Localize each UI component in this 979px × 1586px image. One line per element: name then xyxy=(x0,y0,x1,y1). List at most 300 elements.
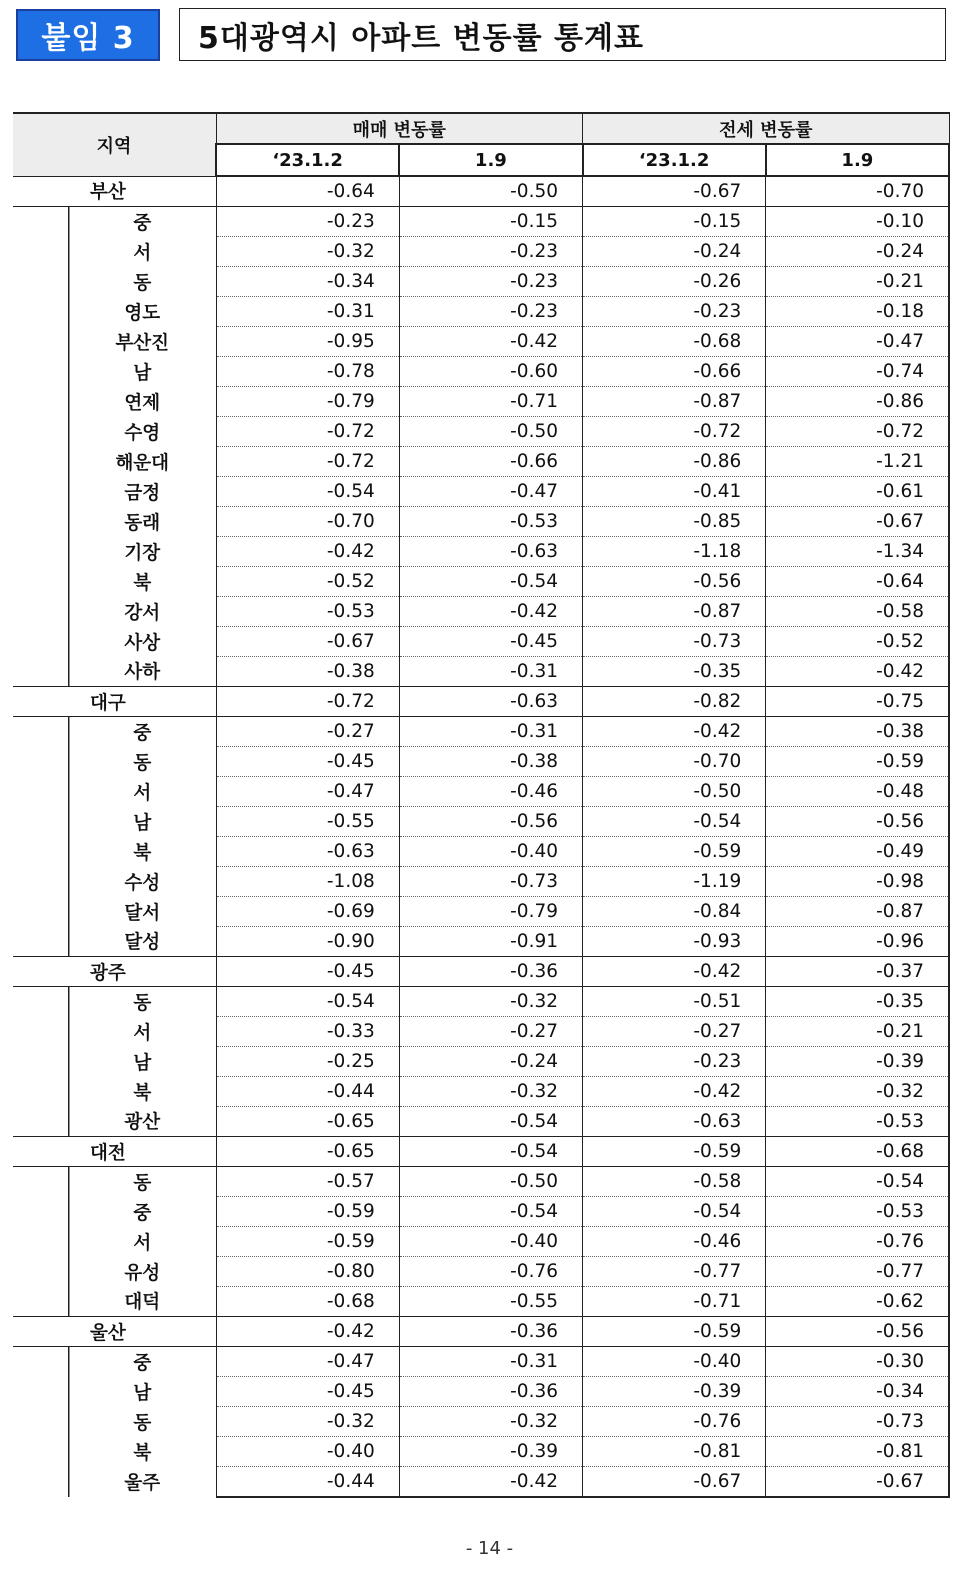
region-label: 대덕 xyxy=(124,1292,161,1314)
region-cell xyxy=(13,447,216,477)
value-cell: -0.50 xyxy=(399,1167,582,1197)
value-cell: -0.77 xyxy=(583,1257,766,1287)
region-cell xyxy=(13,1017,216,1047)
region-cell xyxy=(13,387,216,417)
region-label: 동 xyxy=(133,1172,152,1194)
value-cell: -0.60 xyxy=(399,357,582,387)
district-row xyxy=(13,1467,949,1498)
region-label: 중 xyxy=(133,722,152,744)
district-row xyxy=(13,627,949,657)
value-cell: -0.50 xyxy=(399,176,582,207)
value-cell: -0.79 xyxy=(399,897,582,927)
region-label: 광주 xyxy=(90,962,126,984)
value-cell: -0.42 xyxy=(399,327,582,357)
region-label: 부산진 xyxy=(115,332,170,354)
value-cell: -0.39 xyxy=(766,1047,949,1077)
value-cell: -0.52 xyxy=(216,567,399,597)
region-cell xyxy=(13,176,216,207)
district-row xyxy=(13,297,949,327)
value-cell: -0.32 xyxy=(399,1077,582,1107)
value-cell: -0.63 xyxy=(399,687,582,717)
region-label: 달서 xyxy=(124,902,161,924)
value-cell: -0.41 xyxy=(583,477,766,507)
city-row xyxy=(13,1137,949,1167)
value-cell: -0.53 xyxy=(766,1107,949,1137)
value-cell: -0.90 xyxy=(216,927,399,957)
value-cell: -0.65 xyxy=(216,1107,399,1137)
value-cell: -0.40 xyxy=(399,1227,582,1257)
region-cell xyxy=(13,507,216,537)
region-label: 사상 xyxy=(124,632,161,654)
region-cell xyxy=(13,327,216,357)
district-row xyxy=(13,477,949,507)
district-row xyxy=(13,567,949,597)
value-cell: -0.95 xyxy=(216,327,399,357)
value-cell: -0.71 xyxy=(399,387,582,417)
value-cell: -0.35 xyxy=(583,657,766,687)
value-cell: -0.21 xyxy=(766,1017,949,1047)
value-cell: -0.55 xyxy=(399,1287,582,1317)
value-cell: -0.77 xyxy=(766,1257,949,1287)
value-cell: -0.31 xyxy=(216,297,399,327)
city-row xyxy=(13,1317,949,1347)
region-cell xyxy=(13,1407,216,1437)
region-cell xyxy=(13,1287,216,1317)
value-cell: -0.50 xyxy=(399,417,582,447)
value-cell: -0.36 xyxy=(399,1317,582,1347)
value-cell: -0.45 xyxy=(216,1377,399,1407)
region-cell xyxy=(13,537,216,567)
value-cell: -0.54 xyxy=(766,1167,949,1197)
value-cell: -0.42 xyxy=(583,957,766,987)
value-cell: -0.61 xyxy=(766,477,949,507)
value-cell: -0.75 xyxy=(766,687,949,717)
value-cell: -0.27 xyxy=(583,1017,766,1047)
district-row xyxy=(13,387,949,417)
value-cell: -0.58 xyxy=(766,597,949,627)
value-cell: -0.67 xyxy=(216,627,399,657)
value-cell: -0.67 xyxy=(766,1467,949,1498)
value-cell: -0.70 xyxy=(583,747,766,777)
value-cell: -0.31 xyxy=(399,717,582,747)
region-cell xyxy=(13,1467,216,1498)
region-label: 강서 xyxy=(124,602,161,624)
city-row xyxy=(13,957,949,987)
value-cell: -0.59 xyxy=(766,747,949,777)
value-cell: -0.27 xyxy=(216,717,399,747)
value-cell: -0.82 xyxy=(583,687,766,717)
district-row xyxy=(13,987,949,1017)
value-cell: -0.44 xyxy=(216,1467,399,1498)
value-cell: -0.64 xyxy=(216,176,399,207)
value-cell: -0.96 xyxy=(766,927,949,957)
value-cell: -0.47 xyxy=(766,327,949,357)
region-cell xyxy=(13,1377,216,1407)
value-cell: -0.18 xyxy=(766,297,949,327)
region-cell xyxy=(13,1437,216,1467)
region-cell xyxy=(13,717,216,747)
value-cell: -0.10 xyxy=(766,207,949,237)
jeonse-change-header: 전세 변동률 xyxy=(583,113,950,144)
value-cell: -0.86 xyxy=(766,387,949,417)
value-cell: -0.70 xyxy=(766,176,949,207)
value-cell: -0.68 xyxy=(583,327,766,357)
region-label: 동래 xyxy=(124,512,161,534)
region-cell xyxy=(13,207,216,237)
value-cell: -0.38 xyxy=(766,717,949,747)
value-cell: -0.36 xyxy=(399,1377,582,1407)
district-row xyxy=(13,1257,949,1287)
region-label: 북 xyxy=(133,572,152,594)
region-cell xyxy=(13,837,216,867)
region-label: 서 xyxy=(133,1022,152,1044)
value-cell: -0.78 xyxy=(216,357,399,387)
region-label: 동 xyxy=(133,992,152,1014)
value-cell: -0.68 xyxy=(216,1287,399,1317)
value-cell: -0.56 xyxy=(766,807,949,837)
value-cell: -0.54 xyxy=(399,1107,582,1137)
value-cell: -0.40 xyxy=(583,1347,766,1377)
value-cell: -0.51 xyxy=(583,987,766,1017)
region-cell xyxy=(13,687,216,717)
region-label: 남 xyxy=(133,1052,152,1074)
region-cell xyxy=(13,417,216,447)
value-cell: -0.72 xyxy=(216,447,399,477)
value-cell: -0.34 xyxy=(216,267,399,297)
value-cell: -0.37 xyxy=(766,957,949,987)
attachment-badge: 붙임 3 xyxy=(16,9,160,61)
value-cell: -0.71 xyxy=(583,1287,766,1317)
value-cell: -0.73 xyxy=(399,867,582,897)
value-cell: -0.30 xyxy=(766,1347,949,1377)
value-cell: -0.54 xyxy=(399,1137,582,1167)
value-cell: -0.74 xyxy=(766,357,949,387)
region-cell xyxy=(13,747,216,777)
value-cell: -0.47 xyxy=(399,477,582,507)
value-cell: -0.93 xyxy=(583,927,766,957)
region-label: 울산 xyxy=(90,1322,126,1344)
document-title: 5대광역시 아파트 변동률 통계표 xyxy=(179,8,946,61)
region-label: 북 xyxy=(133,842,152,864)
value-cell: -0.49 xyxy=(766,837,949,867)
region-label: 연제 xyxy=(124,392,161,414)
value-cell: -0.45 xyxy=(216,957,399,987)
district-row xyxy=(13,267,949,297)
district-row xyxy=(13,867,949,897)
sale-change-header: 매매 변동률 xyxy=(216,113,583,144)
value-cell: -0.64 xyxy=(766,567,949,597)
value-cell: -0.23 xyxy=(399,297,582,327)
region-cell xyxy=(13,627,216,657)
region-cell xyxy=(13,807,216,837)
region-cell xyxy=(13,1197,216,1227)
jeonse-date-header-2: 1.9 xyxy=(766,144,949,176)
value-cell: -0.67 xyxy=(766,507,949,537)
value-cell: -1.08 xyxy=(216,867,399,897)
value-cell: -0.24 xyxy=(766,237,949,267)
value-cell: -1.18 xyxy=(583,537,766,567)
region-label: 수성 xyxy=(124,872,161,894)
region-label: 중 xyxy=(133,1352,152,1374)
region-label: 서 xyxy=(133,782,152,804)
region-label: 대전 xyxy=(90,1142,126,1164)
district-row xyxy=(13,1047,949,1077)
city-row xyxy=(13,687,949,717)
value-cell: -0.38 xyxy=(399,747,582,777)
value-cell: -0.62 xyxy=(766,1287,949,1317)
district-row xyxy=(13,537,949,567)
value-cell: -0.72 xyxy=(216,417,399,447)
region-cell xyxy=(13,867,216,897)
region-label: 동 xyxy=(133,1412,152,1434)
district-row xyxy=(13,1167,949,1197)
value-cell: -0.67 xyxy=(583,1467,766,1498)
value-cell: -0.47 xyxy=(216,1347,399,1377)
region-cell xyxy=(13,597,216,627)
district-row xyxy=(13,507,949,537)
district-row xyxy=(13,777,949,807)
value-cell: -0.73 xyxy=(583,627,766,657)
value-cell: -0.32 xyxy=(399,1407,582,1437)
value-cell: -0.63 xyxy=(583,1107,766,1137)
region-cell xyxy=(13,1347,216,1377)
district-row xyxy=(13,1347,949,1377)
region-cell xyxy=(13,1137,216,1167)
region-cell xyxy=(13,957,216,987)
region-label: 수영 xyxy=(124,422,161,444)
value-cell: -0.68 xyxy=(766,1137,949,1167)
value-cell: -0.53 xyxy=(216,597,399,627)
region-label: 영도 xyxy=(124,302,161,324)
city-row xyxy=(13,176,949,207)
region-cell xyxy=(13,1317,216,1347)
value-cell: -0.72 xyxy=(766,417,949,447)
value-cell: -0.38 xyxy=(216,657,399,687)
value-cell: -0.21 xyxy=(766,267,949,297)
region-label: 서 xyxy=(133,242,152,264)
region-label: 남 xyxy=(133,812,152,834)
district-row xyxy=(13,1377,949,1407)
region-label: 중 xyxy=(133,212,152,234)
value-cell: -0.15 xyxy=(399,207,582,237)
region-cell xyxy=(13,1227,216,1257)
value-cell: -0.42 xyxy=(399,1467,582,1498)
value-cell: -0.55 xyxy=(216,807,399,837)
district-row xyxy=(13,1107,949,1137)
value-cell: -0.84 xyxy=(583,897,766,927)
value-cell: -0.42 xyxy=(216,1317,399,1347)
district-row xyxy=(13,807,949,837)
value-cell: -0.32 xyxy=(399,987,582,1017)
value-cell: -0.46 xyxy=(399,777,582,807)
value-cell: -0.65 xyxy=(216,1137,399,1167)
value-cell: -1.21 xyxy=(766,447,949,477)
value-cell: -0.59 xyxy=(216,1197,399,1227)
value-cell: -0.53 xyxy=(399,507,582,537)
region-cell xyxy=(13,1257,216,1287)
value-cell: -0.23 xyxy=(399,267,582,297)
value-cell: -0.47 xyxy=(216,777,399,807)
value-cell: -0.56 xyxy=(399,807,582,837)
value-cell: -1.34 xyxy=(766,537,949,567)
region-label: 광산 xyxy=(124,1112,161,1134)
region-label: 동 xyxy=(133,752,152,774)
region-cell xyxy=(13,297,216,327)
region-label: 부산 xyxy=(90,182,126,204)
district-row xyxy=(13,597,949,627)
district-row xyxy=(13,897,949,927)
region-label: 울주 xyxy=(124,1472,161,1494)
district-row xyxy=(13,1407,949,1437)
value-cell: -0.33 xyxy=(216,1017,399,1047)
value-cell: -0.72 xyxy=(216,687,399,717)
district-row xyxy=(13,717,949,747)
value-cell: -0.25 xyxy=(216,1047,399,1077)
region-label: 유성 xyxy=(124,1262,161,1284)
region-label: 북 xyxy=(133,1442,152,1464)
district-row xyxy=(13,357,949,387)
value-cell: -0.86 xyxy=(583,447,766,477)
district-row xyxy=(13,237,949,267)
district-row xyxy=(13,447,949,477)
region-label: 동 xyxy=(133,272,152,294)
value-cell: -0.54 xyxy=(583,807,766,837)
sale-date-header-2: 1.9 xyxy=(399,144,582,176)
district-row xyxy=(13,657,949,687)
district-row xyxy=(13,837,949,867)
value-cell: -1.19 xyxy=(583,867,766,897)
region-label: 남 xyxy=(133,1382,152,1404)
district-row xyxy=(13,1197,949,1227)
value-cell: -0.63 xyxy=(399,537,582,567)
value-cell: -0.59 xyxy=(583,837,766,867)
value-cell: -0.46 xyxy=(583,1227,766,1257)
value-cell: -0.59 xyxy=(583,1317,766,1347)
value-cell: -0.23 xyxy=(399,237,582,267)
table-body xyxy=(13,176,949,1497)
value-cell: -0.54 xyxy=(216,987,399,1017)
value-cell: -0.24 xyxy=(583,237,766,267)
value-cell: -0.76 xyxy=(399,1257,582,1287)
value-cell: -0.54 xyxy=(399,567,582,597)
value-cell: -0.87 xyxy=(583,597,766,627)
value-cell: -0.42 xyxy=(583,717,766,747)
value-cell: -0.66 xyxy=(399,447,582,477)
value-cell: -0.66 xyxy=(583,357,766,387)
region-label: 해운대 xyxy=(115,452,170,474)
value-cell: -0.63 xyxy=(216,837,399,867)
district-row xyxy=(13,1227,949,1257)
value-cell: -0.70 xyxy=(216,507,399,537)
region-label: 서 xyxy=(133,1232,152,1254)
value-cell: -0.85 xyxy=(583,507,766,537)
district-row xyxy=(13,1017,949,1047)
value-cell: -0.48 xyxy=(766,777,949,807)
value-cell: -0.81 xyxy=(766,1437,949,1467)
region-cell xyxy=(13,657,216,687)
value-cell: -0.57 xyxy=(216,1167,399,1197)
region-cell xyxy=(13,1167,216,1197)
value-cell: -0.91 xyxy=(399,927,582,957)
value-cell: -0.50 xyxy=(583,777,766,807)
region-label: 달성 xyxy=(124,932,161,954)
value-cell: -0.36 xyxy=(399,957,582,987)
value-cell: -0.32 xyxy=(766,1077,949,1107)
value-cell: -0.35 xyxy=(766,987,949,1017)
region-cell xyxy=(13,567,216,597)
value-cell: -0.72 xyxy=(583,417,766,447)
district-row xyxy=(13,207,949,237)
value-cell: -0.69 xyxy=(216,897,399,927)
region-cell xyxy=(13,267,216,297)
district-row xyxy=(13,327,949,357)
value-cell: -0.67 xyxy=(583,176,766,207)
value-cell: -0.42 xyxy=(583,1077,766,1107)
value-cell: -0.53 xyxy=(766,1197,949,1227)
district-row xyxy=(13,1437,949,1467)
region-label: 남 xyxy=(133,362,152,384)
region-cell xyxy=(13,897,216,927)
value-cell: -0.73 xyxy=(766,1407,949,1437)
region-cell xyxy=(13,927,216,957)
region-cell xyxy=(13,1047,216,1077)
region-column-header: 지역 xyxy=(13,113,216,176)
region-label: 북 xyxy=(133,1082,152,1104)
region-label: 기장 xyxy=(124,542,161,564)
value-cell: -0.98 xyxy=(766,867,949,897)
page-number: - 14 - xyxy=(465,1538,514,1559)
value-cell: -0.40 xyxy=(216,1437,399,1467)
value-cell: -0.76 xyxy=(583,1407,766,1437)
value-cell: -0.15 xyxy=(583,207,766,237)
region-label: 대구 xyxy=(90,692,126,714)
region-label: 금정 xyxy=(124,482,161,504)
apartment-change-rate-table xyxy=(13,112,950,1498)
value-cell: -0.56 xyxy=(766,1317,949,1347)
region-cell xyxy=(13,477,216,507)
value-cell: -0.54 xyxy=(583,1197,766,1227)
value-cell: -0.32 xyxy=(216,237,399,267)
region-label: 중 xyxy=(133,1202,152,1224)
value-cell: -0.34 xyxy=(766,1377,949,1407)
value-cell: -0.23 xyxy=(583,297,766,327)
value-cell: -0.80 xyxy=(216,1257,399,1287)
value-cell: -0.39 xyxy=(399,1437,582,1467)
value-cell: -0.58 xyxy=(583,1167,766,1197)
value-cell: -0.52 xyxy=(766,627,949,657)
value-cell: -0.26 xyxy=(583,267,766,297)
region-cell xyxy=(13,987,216,1017)
region-cell xyxy=(13,1077,216,1107)
value-cell: -0.27 xyxy=(399,1017,582,1047)
district-row xyxy=(13,747,949,777)
district-row xyxy=(13,1287,949,1317)
district-row xyxy=(13,417,949,447)
value-cell: -0.23 xyxy=(583,1047,766,1077)
value-cell: -0.24 xyxy=(399,1047,582,1077)
value-cell: -0.39 xyxy=(583,1377,766,1407)
value-cell: -0.40 xyxy=(399,837,582,867)
region-cell xyxy=(13,357,216,387)
sale-date-header-1: ‘23.1.2 xyxy=(216,144,399,176)
district-row xyxy=(13,927,949,957)
region-cell xyxy=(13,777,216,807)
value-cell: -0.45 xyxy=(216,747,399,777)
value-cell: -0.44 xyxy=(216,1077,399,1107)
value-cell: -0.31 xyxy=(399,1347,582,1377)
value-cell: -0.45 xyxy=(399,627,582,657)
value-cell: -0.87 xyxy=(766,897,949,927)
